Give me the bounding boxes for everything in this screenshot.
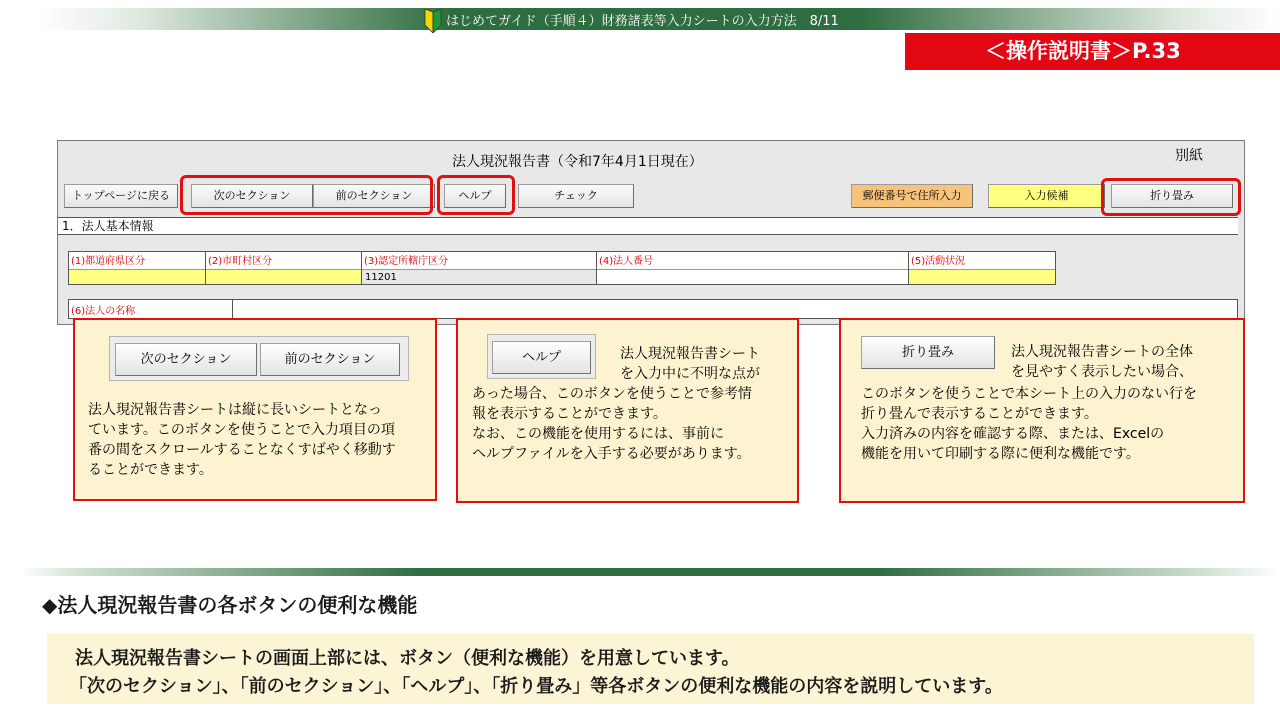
field-label: (1)都道府県区分: [71, 256, 146, 267]
field-authority: [361, 251, 597, 285]
highlight-fold-button: [1101, 178, 1241, 216]
callout-fold-text: [861, 384, 1197, 464]
excel-sheet-screenshot: [57, 140, 1245, 325]
municipality-input[interactable]: [206, 269, 361, 284]
text-line: 折り畳んで表示することができます。: [861, 406, 1098, 422]
text-line: 報を表示することができます。: [472, 406, 667, 422]
callout-help-text-top: [620, 344, 760, 384]
corporate-number-input[interactable]: [597, 269, 908, 284]
text-line: を見やすく表示したい場合、: [1011, 364, 1193, 380]
name-divider: [232, 300, 233, 318]
text-line: 法人現況報告書シートの全体: [1011, 344, 1193, 360]
text-line: ています。このボタンを使うことで入力項目の項: [88, 422, 395, 438]
text-line: ることができます。: [88, 462, 213, 478]
prefecture-input[interactable]: [69, 269, 205, 284]
field-corporate-number: [596, 251, 909, 285]
field-label: (3)認定所轄庁区分: [364, 256, 449, 267]
text-line: 法人現況報告書シート: [620, 346, 760, 362]
text-line: 機能を用いて印刷する際に便利な機能です。: [861, 446, 1140, 462]
top-page-button[interactable]: トップページに戻る: [64, 184, 178, 208]
prev-section-button[interactable]: 前のセクション: [313, 184, 435, 208]
callout-section-buttons: [73, 318, 437, 501]
help-button[interactable]: ヘルプ: [444, 184, 506, 208]
field-activity-status: [908, 251, 1056, 285]
section-heading-bottom: ◆法人現況報告書の各ボタンの便利な機能: [42, 593, 418, 617]
field-label: (5)活動状況: [911, 256, 966, 267]
section-divider-bar: [20, 568, 1280, 576]
next-section-button[interactable]: 次のセクション: [191, 184, 313, 208]
summary-box: [47, 634, 1254, 704]
page-title: はじめてガイド（手順４）財務諸表等入力シートの入力方法 8/11: [446, 14, 839, 29]
field-corporate-name: [68, 299, 1238, 319]
authority-value[interactable]: 11201: [362, 269, 596, 284]
highlight-section-buttons: [180, 175, 433, 215]
text-line: 番の間をスクロールすることなくすばやく移動す: [88, 442, 396, 458]
callout-fold-text-top: [1011, 342, 1193, 382]
preview-help-button: ヘルプ: [492, 341, 591, 374]
text-line: ヘルプファイルを入手する必要があります。: [472, 446, 751, 462]
section-heading: 1．法人基本情報: [58, 217, 1238, 235]
callout-fold-button: [839, 318, 1245, 503]
preview-fold-button: 折り畳み: [861, 336, 995, 369]
callout-help-button: [456, 318, 799, 503]
text-line: なお、この機能を使用するには、事前に: [472, 426, 724, 442]
callout-help-text: [472, 384, 752, 464]
text-line: を入力中に不明な点が: [620, 366, 760, 382]
text-line: 法人現況報告書シートは縦に長いシートとなっ: [88, 402, 382, 418]
summary-line: 「次のセクション」、「前のセクション」、「ヘルプ」、「折り畳み」等各ボタンの便利な機能の内容を説明しています。: [69, 676, 1003, 697]
postal-code-button[interactable]: 郵便番号で住所入力: [851, 184, 973, 208]
callout-section-text: [88, 400, 396, 480]
fold-button[interactable]: 折り畳み: [1111, 184, 1233, 208]
manual-reference-badge: ＜操作説明書＞P.33: [905, 33, 1280, 70]
highlight-help-button: [437, 175, 515, 215]
field-municipality: [205, 251, 362, 285]
input-candidate-button[interactable]: 入力候補: [988, 184, 1105, 208]
sheet-title: 法人現況報告書（令和7年4月1日現在）: [452, 154, 703, 170]
summary-line: 法人現況報告書シートの画面上部には、ボタン（便利な機能）を用意しています。: [75, 648, 740, 669]
field-label: (6)法人の名称: [71, 306, 136, 317]
appendix-label: 別紙: [1175, 148, 1203, 164]
field-label: (4)法人番号: [599, 256, 654, 267]
text-line: 入力済みの内容を確認する際、または、Excelの: [861, 426, 1165, 442]
activity-status-input[interactable]: [909, 269, 1055, 284]
preview-prev-section-button: 前のセクション: [260, 343, 400, 376]
text-line: このボタンを使うことで本シート上の入力のない行を: [861, 386, 1197, 402]
field-prefecture: [68, 251, 206, 285]
text-line: あった場合、このボタンを使うことで参考情: [472, 386, 752, 402]
check-button[interactable]: チェック: [518, 184, 634, 208]
field-label: (2)市町村区分: [208, 256, 273, 267]
preview-next-section-button: 次のセクション: [115, 343, 257, 376]
